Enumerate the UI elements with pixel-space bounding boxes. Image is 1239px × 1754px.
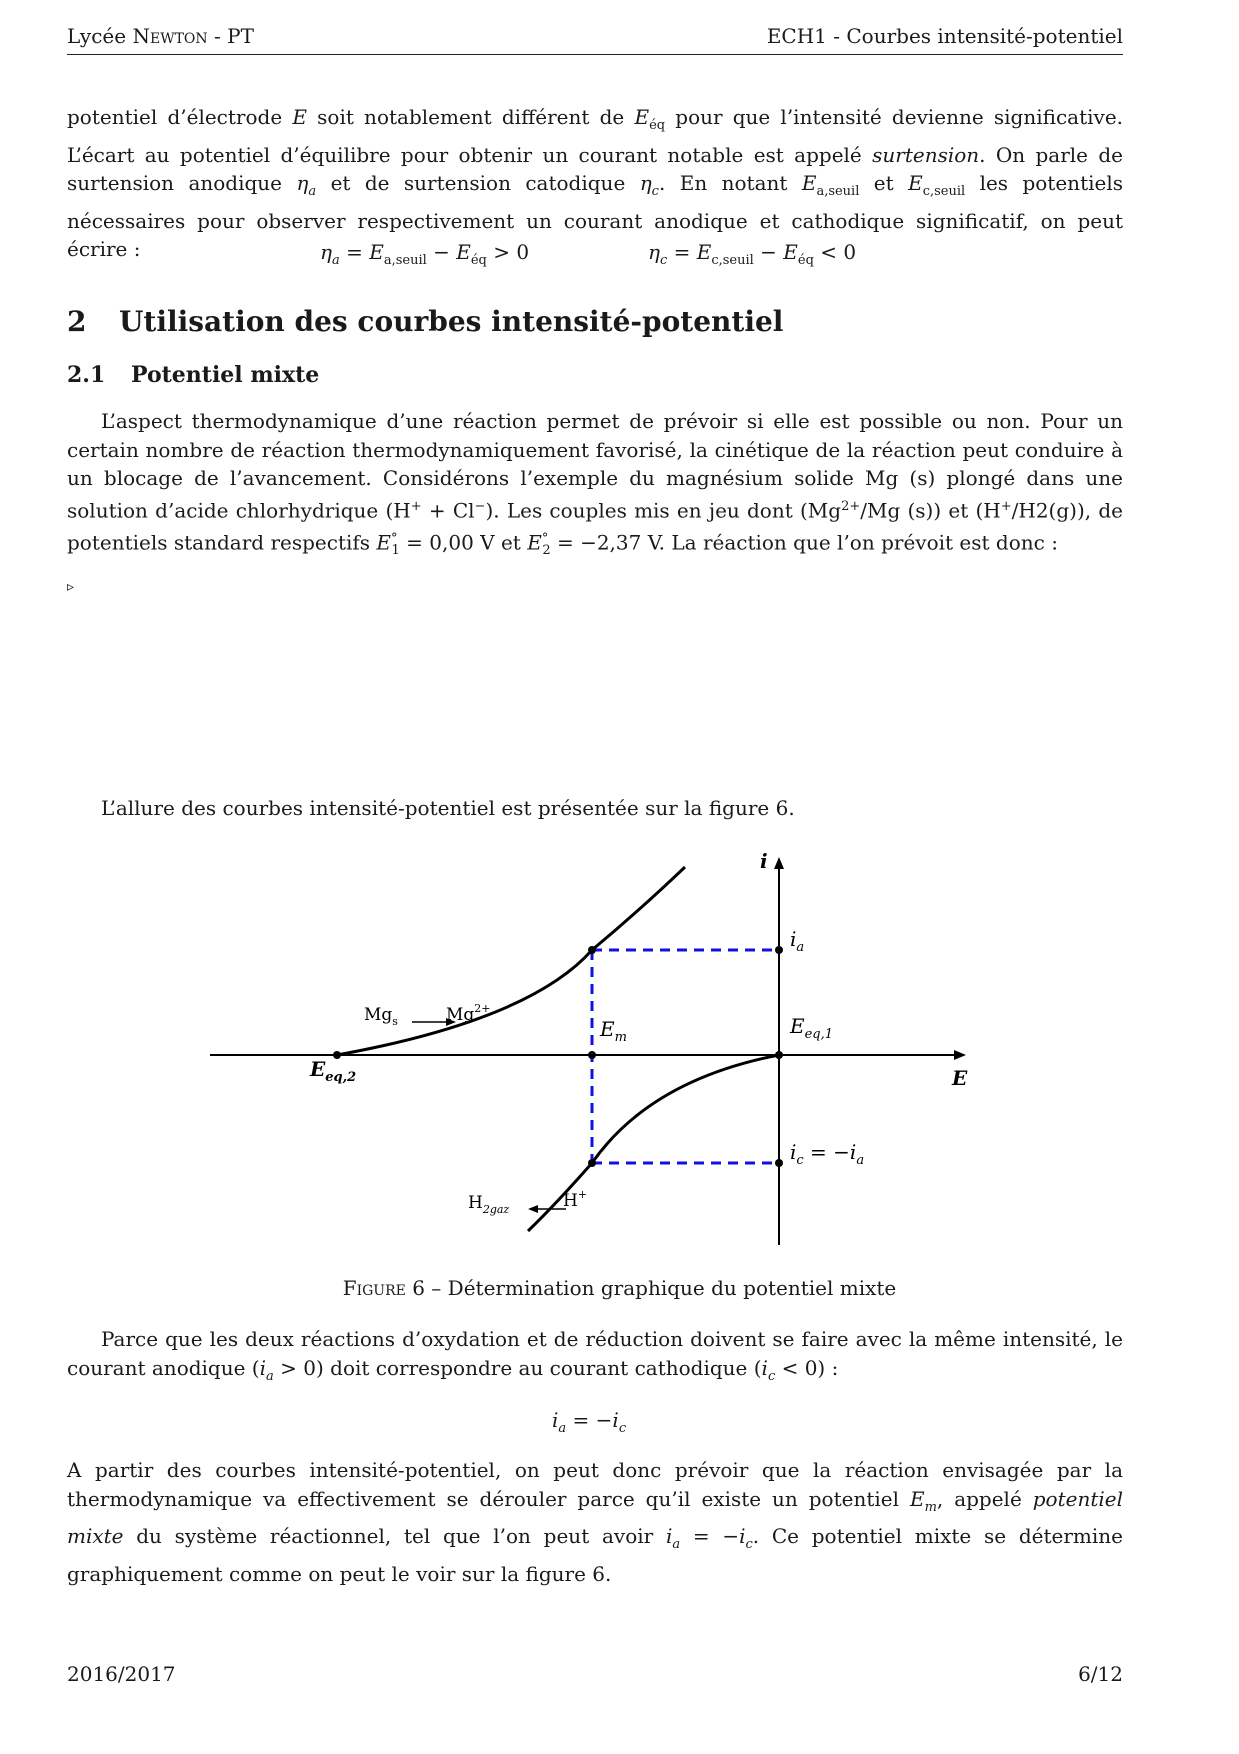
footer-year: 2016/2017 (67, 1662, 176, 1686)
figure-caption: Figure 6 – Détermination graphique du potentiel mixte (342, 1276, 897, 1300)
header-left: Lycée Newton - PT (67, 24, 254, 48)
label-em: $E_m$ (600, 1017, 627, 1045)
label-eeq2: $E_{eq,2}$ (310, 1057, 357, 1085)
label-mg: $Mg_s$ (364, 1005, 398, 1028)
point-ic (775, 1159, 783, 1167)
subsection-heading-2-1: 2.1 Potentiel mixte (67, 362, 320, 388)
label-mg2: $Mg^{2+}$ (446, 1002, 491, 1025)
section-heading-2: 2 Utilisation des courbes intensité-potentiel (67, 305, 784, 338)
point-eeq1 (775, 1051, 783, 1059)
axis-e-label: E (952, 1066, 968, 1090)
e-axis-arrow (954, 1050, 966, 1060)
point-eeq2 (333, 1051, 341, 1059)
h-arrowhead (528, 1205, 538, 1213)
intro-paragraph: potentiel d’électrode E soit notablement différent de $E_{éq}$ pour que l’intensité devienne significative. L’écart au potentiel d’équilibre pour obtenir un courant notable est appelé surtension. On parle de surtension anodique $\eta_a$ et de surtension catodique $\eta_c$. En notant $E_{a,seuil}$ et $E_{c,seuil}$ les potentiels nécessaires pour observer respectivement un courant anodique et cathodique significatif, on peut écrire : (67, 105, 1124, 261)
point-ox (588, 946, 596, 954)
label-ic: $i_c = -i_a$ (790, 1140, 865, 1168)
figure-intro: L’allure des courbes intensité-potentiel est présentée sur la figure 6. (101, 796, 795, 820)
paragraph-equal-current: Parce que les deux réactions d’oxydation et de réduction doivent se faire avec la même intensité, le courant anodique $(i_a > 0)$ doit correspondre au courant cathodique $(i_c < 0)$ : (67, 1327, 1123, 1384)
header-right: ECH1 - Courbes intensité-potentiel (766, 24, 1123, 48)
label-h: H+ (563, 1188, 588, 1211)
footer-page-number: 6/12 (1078, 1662, 1123, 1686)
paragraph-potentiel-mixte: L’aspect thermodynamique d’une réaction permet de prévoir si elle est possible ou non. Pour un certain nombre de réaction thermodynamiquement favorisé, la cinétique de la réaction peut conduire à un blocage de l’avancement. Considérons l’exemple du magnésium solide Mg (s) plongé dans une solution d’acide chlorhydrique (H+ + Cl−). Les couples mis en jeu dont ($Mg^{2+}/Mg$ (s)) et (H+/H2(g)), de potentiels standard respectifs $E^\circ_1 = 0,00$ V et $E^\circ_2 = -2,37$ V. La réaction que l’on prévoit est donc : (67, 409, 1123, 559)
equation-eta-a: $\eta_a = E_{a,seuil} - E_{éq} > 0$ (320, 240, 530, 268)
label-h2: $H_{2gaz}$ (468, 1193, 510, 1216)
i-axis-arrow (774, 857, 784, 869)
axis-i-label: i (760, 849, 768, 873)
oxidation-curve (337, 867, 685, 1055)
equation-ia-ic: $i_a = -i_c$ (552, 1408, 627, 1436)
point-em (588, 1051, 596, 1059)
triangle-marker: ▹ (67, 579, 75, 595)
label-ia: $i_a$ (790, 927, 805, 955)
paragraph-final: A partir des courbes intensité-potentiel, on peut donc prévoir que la réaction envisagée par la thermodynamique va effectivement se dérouler parce qu’il existe un potentiel $E_m$, appelé potentiel mixte du système réactionnel, tel que l’on peut avoir $i_a = -i_c$. Ce potentiel mixte se détermine graphiquement comme on peut le voir sur la figure 6. (67, 1458, 1123, 1586)
point-ia (775, 946, 783, 954)
equation-eta-c: $\eta_c = E_{c,seuil} - E_{éq} < 0$ (648, 240, 857, 268)
label-eeq1: $E_{eq,1}$ (790, 1014, 834, 1042)
point-red (588, 1159, 596, 1167)
